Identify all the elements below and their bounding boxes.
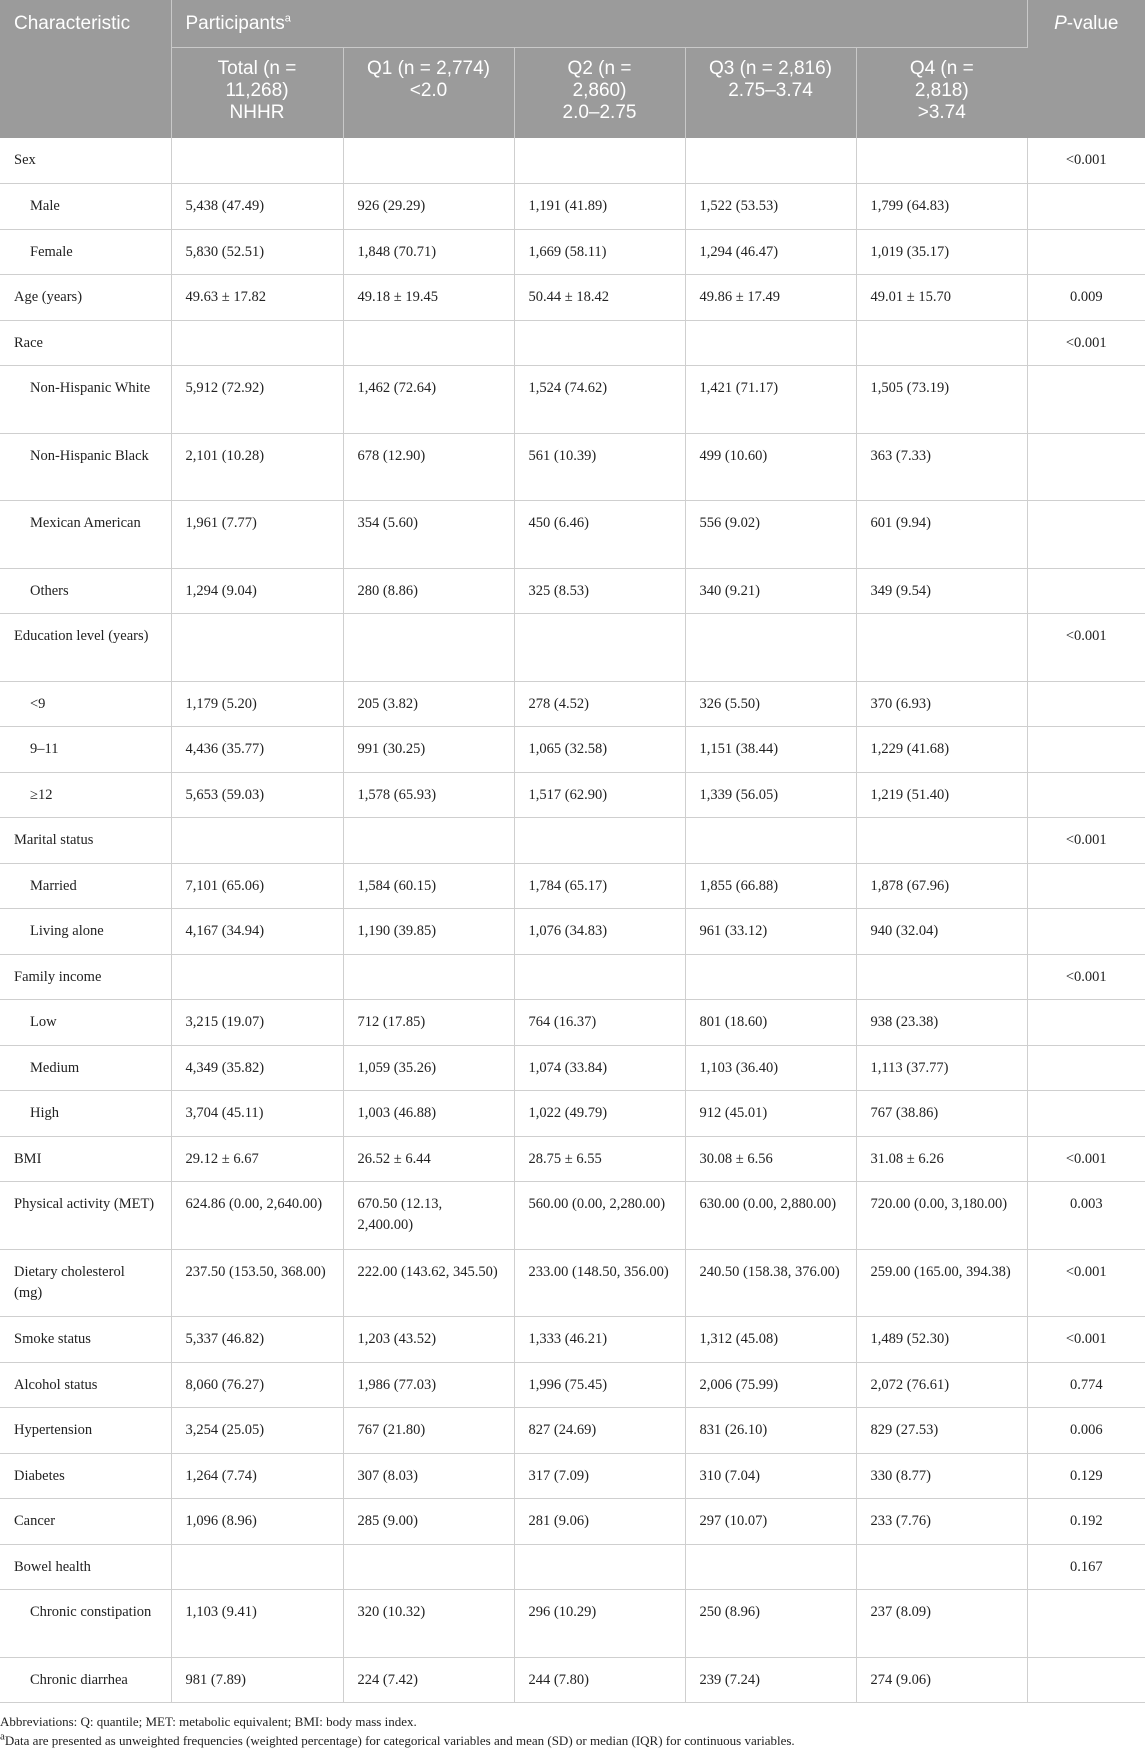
p-value-cell (1027, 433, 1145, 501)
table-cell: 310 (7.04) (685, 1453, 856, 1499)
table-cell: 1,339 (56.05) (685, 772, 856, 818)
table-cell: 2,006 (75.99) (685, 1362, 856, 1408)
table-row (0, 1362, 1145, 1408)
table-cell: 1,219 (51.40) (856, 772, 1027, 818)
table-row (0, 681, 1145, 727)
p-value-cell (1027, 727, 1145, 773)
table-cell: 1,003 (46.88) (343, 1091, 514, 1137)
table-cell: 1,203 (43.52) (343, 1317, 514, 1363)
table-cell: 30.08 ± 6.56 (685, 1136, 856, 1182)
table-cell (514, 614, 685, 682)
p-value-cell: <0.001 (1027, 614, 1145, 682)
table-row (0, 1657, 1145, 1703)
row-label: Medium (0, 1045, 171, 1091)
table-cell (343, 954, 514, 1000)
footnote-text: Data are presented as unweighted frequencies (weighted percentage) for categorical variables and mean (SD) or median (IQR) for continuous variables. (4, 1733, 795, 1748)
table-cell (343, 1544, 514, 1590)
table-cell: 767 (21.80) (343, 1408, 514, 1454)
table-row (0, 433, 1145, 501)
table-cell: 1,848 (70.71) (343, 229, 514, 275)
table-cell (514, 138, 685, 184)
table-cell: 244 (7.80) (514, 1657, 685, 1703)
table-cell (171, 954, 343, 1000)
row-label: Low (0, 1000, 171, 1046)
p-value-cell (1027, 568, 1145, 614)
table-body (0, 138, 1145, 1703)
p-value-cell: <0.001 (1027, 1136, 1145, 1182)
table-cell: 712 (17.85) (343, 1000, 514, 1046)
table-cell: 1,076 (34.83) (514, 909, 685, 955)
table-cell: 1,462 (72.64) (343, 366, 514, 434)
table-cell (171, 1544, 343, 1590)
row-label: Race (0, 320, 171, 366)
table-row (0, 1136, 1145, 1182)
table-row (0, 568, 1145, 614)
footnote-abbreviations: Abbreviations: Q: quantile; MET: metabolic equivalent; BMI: body mass index. (0, 1714, 417, 1729)
table-row (0, 275, 1145, 321)
table-cell: 1,986 (77.03) (343, 1362, 514, 1408)
header-group-q3: Q3 (n = 2,816) 2.75–3.74 (685, 47, 856, 138)
table-cell (685, 320, 856, 366)
p-value-cell: <0.001 (1027, 1249, 1145, 1317)
table-row (0, 229, 1145, 275)
table-cell: 1,059 (35.26) (343, 1045, 514, 1091)
footnote-data-presentation (0, 1731, 1145, 1750)
table-row (0, 727, 1145, 773)
row-label: Age (years) (0, 275, 171, 321)
p-value-cell: 0.003 (1027, 1182, 1145, 1250)
header-group-q4: Q4 (n = 2,818) >3.74 (856, 47, 1027, 138)
header-p-value: P-value (1027, 0, 1145, 138)
table-cell: 237 (8.09) (856, 1590, 1027, 1658)
table-cell: 1,421 (71.17) (685, 366, 856, 434)
table-cell: 767 (38.86) (856, 1091, 1027, 1137)
table-cell (343, 614, 514, 682)
table-cell: 1,096 (8.96) (171, 1499, 343, 1545)
table-cell: 285 (9.00) (343, 1499, 514, 1545)
table-cell: 1,961 (7.77) (171, 501, 343, 569)
table-cell: 4,436 (35.77) (171, 727, 343, 773)
table-cell (856, 614, 1027, 682)
p-value-cell: <0.001 (1027, 320, 1145, 366)
table-row (0, 138, 1145, 184)
table-cell: 278 (4.52) (514, 681, 685, 727)
row-label: Physical activity (MET) (0, 1182, 171, 1250)
table-cell: 678 (12.90) (343, 433, 514, 501)
table-cell: 926 (29.29) (343, 184, 514, 230)
row-label: Alcohol status (0, 1362, 171, 1408)
table-cell: 280 (8.86) (343, 568, 514, 614)
p-value-cell (1027, 1657, 1145, 1703)
table-cell: 3,215 (19.07) (171, 1000, 343, 1046)
table-cell: 233.00 (148.50, 356.00) (514, 1249, 685, 1317)
table-cell (856, 138, 1027, 184)
table-cell: 1,505 (73.19) (856, 366, 1027, 434)
table-cell: 829 (27.53) (856, 1408, 1027, 1454)
table-cell: 29.12 ± 6.67 (171, 1136, 343, 1182)
table-cell: 31.08 ± 6.26 (856, 1136, 1027, 1182)
row-label: Chronic diarrhea (0, 1657, 171, 1703)
table-cell: 26.52 ± 6.44 (343, 1136, 514, 1182)
table-cell: 5,653 (59.03) (171, 772, 343, 818)
p-value-cell (1027, 366, 1145, 434)
table-row (0, 1249, 1145, 1317)
p-value-cell (1027, 1045, 1145, 1091)
table-cell: 49.86 ± 17.49 (685, 275, 856, 321)
table-cell: 3,254 (25.05) (171, 1408, 343, 1454)
table-cell: 1,074 (33.84) (514, 1045, 685, 1091)
table-header (0, 0, 1145, 138)
table-row (0, 184, 1145, 230)
table-cell: 349 (9.54) (856, 568, 1027, 614)
table-cell: 205 (3.82) (343, 681, 514, 727)
p-value-cell: 0.129 (1027, 1453, 1145, 1499)
row-label: BMI (0, 1136, 171, 1182)
table-cell: 1,103 (36.40) (685, 1045, 856, 1091)
table-cell (171, 818, 343, 864)
row-label: <9 (0, 681, 171, 727)
table-cell: 1,489 (52.30) (856, 1317, 1027, 1363)
table-row (0, 772, 1145, 818)
table-cell: 1,312 (45.08) (685, 1317, 856, 1363)
table-cell: 450 (6.46) (514, 501, 685, 569)
table-cell: 981 (7.89) (171, 1657, 343, 1703)
table-cell: 938 (23.38) (856, 1000, 1027, 1046)
table-cell: 1,022 (49.79) (514, 1091, 685, 1137)
table-cell: 50.44 ± 18.42 (514, 275, 685, 321)
table-cell (856, 1544, 1027, 1590)
table-cell: 296 (10.29) (514, 1590, 685, 1658)
table-cell: 2,101 (10.28) (171, 433, 343, 501)
p-value-cell: 0.006 (1027, 1408, 1145, 1454)
row-label: Non-Hispanic Black (0, 433, 171, 501)
p-value-cell: <0.001 (1027, 818, 1145, 864)
table-cell: 233 (7.76) (856, 1499, 1027, 1545)
table-cell: 326 (5.50) (685, 681, 856, 727)
table-cell: 1,103 (9.41) (171, 1590, 343, 1658)
table-cell: 5,830 (52.51) (171, 229, 343, 275)
table-cell (685, 614, 856, 682)
table-row (0, 320, 1145, 366)
table-cell: 1,294 (46.47) (685, 229, 856, 275)
table-cell (171, 320, 343, 366)
table-cell (171, 614, 343, 682)
table-cell: 561 (10.39) (514, 433, 685, 501)
table-footnotes (0, 1712, 1145, 1750)
table-cell: 2,072 (76.61) (856, 1362, 1027, 1408)
table-cell (514, 320, 685, 366)
table-cell (514, 818, 685, 864)
row-label: 9–11 (0, 727, 171, 773)
row-label: Family income (0, 954, 171, 1000)
table-row (0, 1544, 1145, 1590)
table-cell: 1,113 (37.77) (856, 1045, 1027, 1091)
table-cell: 317 (7.09) (514, 1453, 685, 1499)
table-cell: 340 (9.21) (685, 568, 856, 614)
table-row (0, 1317, 1145, 1363)
table-cell (856, 818, 1027, 864)
table-cell: 1,878 (67.96) (856, 863, 1027, 909)
p-value-cell: 0.774 (1027, 1362, 1145, 1408)
p-value-cell: <0.001 (1027, 954, 1145, 1000)
table-row (0, 818, 1145, 864)
table-cell: 1,524 (74.62) (514, 366, 685, 434)
p-value-cell (1027, 184, 1145, 230)
p-value-cell: <0.001 (1027, 1317, 1145, 1363)
table-cell: 7,101 (65.06) (171, 863, 343, 909)
table-cell: 222.00 (143.62, 345.50) (343, 1249, 514, 1317)
table-cell: 1,584 (60.15) (343, 863, 514, 909)
table-cell: 1,264 (7.74) (171, 1453, 343, 1499)
table-row (0, 1453, 1145, 1499)
table-cell (685, 138, 856, 184)
p-value-cell: 0.192 (1027, 1499, 1145, 1545)
table-cell: 831 (26.10) (685, 1408, 856, 1454)
header-participants: Participants$^a$ (171, 0, 1027, 47)
table-cell: 1,229 (41.68) (856, 727, 1027, 773)
table-cell (343, 818, 514, 864)
table-cell: 1,578 (65.93) (343, 772, 514, 818)
table-cell: 1,996 (75.45) (514, 1362, 685, 1408)
table-cell: 1,517 (62.90) (514, 772, 685, 818)
row-label: Bowel health (0, 1544, 171, 1590)
row-label: ≥12 (0, 772, 171, 818)
table-cell: 912 (45.01) (685, 1091, 856, 1137)
table-cell (514, 954, 685, 1000)
table-cell: 49.63 ± 17.82 (171, 275, 343, 321)
p-value-cell: 0.009 (1027, 275, 1145, 321)
row-label: Chronic constipation (0, 1590, 171, 1658)
table-cell: 4,167 (34.94) (171, 909, 343, 955)
table-cell: 330 (8.77) (856, 1453, 1027, 1499)
row-label: Cancer (0, 1499, 171, 1545)
table-cell (343, 320, 514, 366)
table-cell: 239 (7.24) (685, 1657, 856, 1703)
table-cell: 1,784 (65.17) (514, 863, 685, 909)
row-label: Dietary cholesterol (mg) (0, 1249, 171, 1317)
table-row (0, 1091, 1145, 1137)
row-label: High (0, 1091, 171, 1137)
table-row (0, 954, 1145, 1000)
table-row (0, 1408, 1145, 1454)
table-cell: 240.50 (158.38, 376.00) (685, 1249, 856, 1317)
table-cell: 4,349 (35.82) (171, 1045, 343, 1091)
table-cell: 801 (18.60) (685, 1000, 856, 1046)
row-label: Living alone (0, 909, 171, 955)
table-cell: 224 (7.42) (343, 1657, 514, 1703)
table-cell: 259.00 (165.00, 394.38) (856, 1249, 1027, 1317)
table-cell: 250 (8.96) (685, 1590, 856, 1658)
table-row (0, 863, 1145, 909)
table-cell: 624.86 (0.00, 2,640.00) (171, 1182, 343, 1250)
table-cell: 1,151 (38.44) (685, 727, 856, 773)
table-cell: 5,438 (47.49) (171, 184, 343, 230)
p-value-cell: 0.167 (1027, 1544, 1145, 1590)
row-label: Smoke status (0, 1317, 171, 1363)
table-cell: 1,191 (41.89) (514, 184, 685, 230)
table-cell (685, 954, 856, 1000)
header-group-total: Total (n = 11,268) NHHR (171, 47, 343, 138)
table-cell: 1,669 (58.11) (514, 229, 685, 275)
table-cell: 560.00 (0.00, 2,280.00) (514, 1182, 685, 1250)
table-cell: 49.01 ± 15.70 (856, 275, 1027, 321)
table-cell: 1,190 (39.85) (343, 909, 514, 955)
table-cell: 307 (8.03) (343, 1453, 514, 1499)
table-cell: 630.00 (0.00, 2,880.00) (685, 1182, 856, 1250)
table-cell: 556 (9.02) (685, 501, 856, 569)
table-cell: 499 (10.60) (685, 433, 856, 501)
table-cell (171, 138, 343, 184)
footnote-marker: a (0, 1730, 5, 1743)
table-row (0, 501, 1145, 569)
table-cell: 827 (24.69) (514, 1408, 685, 1454)
table-row (0, 366, 1145, 434)
table-cell: 1,799 (64.83) (856, 184, 1027, 230)
row-label: Male (0, 184, 171, 230)
table-cell: 325 (8.53) (514, 568, 685, 614)
row-label: Hypertension (0, 1408, 171, 1454)
p-value-cell (1027, 1000, 1145, 1046)
table-cell: 670.50 (12.13, 2,400.00) (343, 1182, 514, 1250)
header-participants-footnote-marker: a (284, 12, 291, 25)
p-value-cell (1027, 1590, 1145, 1658)
table-cell: 5,337 (46.82) (171, 1317, 343, 1363)
table-cell: 991 (30.25) (343, 727, 514, 773)
table-cell (343, 138, 514, 184)
header-group-q2: Q2 (n = 2,860) 2.0–2.75 (514, 47, 685, 138)
table-cell: 297 (10.07) (685, 1499, 856, 1545)
table-cell: 961 (33.12) (685, 909, 856, 955)
table-cell: 764 (16.37) (514, 1000, 685, 1046)
row-label: Others (0, 568, 171, 614)
table-cell: 370 (6.93) (856, 681, 1027, 727)
row-label: Marital status (0, 818, 171, 864)
table-cell: 720.00 (0.00, 3,180.00) (856, 1182, 1027, 1250)
table-cell: 3,704 (45.11) (171, 1091, 343, 1137)
row-label: Sex (0, 138, 171, 184)
p-value-cell (1027, 863, 1145, 909)
table-cell: 320 (10.32) (343, 1590, 514, 1658)
table-cell (685, 1544, 856, 1590)
table-cell (856, 320, 1027, 366)
table-cell (856, 954, 1027, 1000)
header-group-q1: Q1 (n = 2,774) <2.0 (343, 47, 514, 138)
table-row (0, 909, 1145, 955)
table-cell: 1,294 (9.04) (171, 568, 343, 614)
row-label: Married (0, 863, 171, 909)
table-row (0, 1045, 1145, 1091)
row-label: Education level (years) (0, 614, 171, 682)
p-value-cell (1027, 909, 1145, 955)
row-label: Diabetes (0, 1453, 171, 1499)
table-cell: 1,019 (35.17) (856, 229, 1027, 275)
table-row (0, 1182, 1145, 1250)
table-cell: 281 (9.06) (514, 1499, 685, 1545)
table-cell: 28.75 ± 6.55 (514, 1136, 685, 1182)
table-cell: 601 (9.94) (856, 501, 1027, 569)
p-value-cell (1027, 681, 1145, 727)
table-row (0, 614, 1145, 682)
p-value-cell (1027, 229, 1145, 275)
row-label: Mexican American (0, 501, 171, 569)
table-cell: 1,522 (53.53) (685, 184, 856, 230)
table-cell (685, 818, 856, 864)
table-cell: 1,333 (46.21) (514, 1317, 685, 1363)
table-row (0, 1590, 1145, 1658)
p-value-cell (1027, 772, 1145, 818)
table-cell: 1,855 (66.88) (685, 863, 856, 909)
table-cell: 1,065 (32.58) (514, 727, 685, 773)
p-value-cell (1027, 1091, 1145, 1137)
row-label: Female (0, 229, 171, 275)
p-value-cell: <0.001 (1027, 138, 1145, 184)
table-cell: 1,179 (5.20) (171, 681, 343, 727)
table-row (0, 1499, 1145, 1545)
table-cell: 274 (9.06) (856, 1657, 1027, 1703)
row-label: Non-Hispanic White (0, 366, 171, 434)
table-cell: 940 (32.04) (856, 909, 1027, 955)
table-cell: 237.50 (153.50, 368.00) (171, 1249, 343, 1317)
table-cell (514, 1544, 685, 1590)
table-cell: 49.18 ± 19.45 (343, 275, 514, 321)
table-row (0, 1000, 1145, 1046)
p-value-cell (1027, 501, 1145, 569)
table-cell: 5,912 (72.92) (171, 366, 343, 434)
header-characteristic: Characteristic (0, 0, 171, 138)
table-cell: 354 (5.60) (343, 501, 514, 569)
table-cell: 363 (7.33) (856, 433, 1027, 501)
table-cell: 8,060 (76.27) (171, 1362, 343, 1408)
